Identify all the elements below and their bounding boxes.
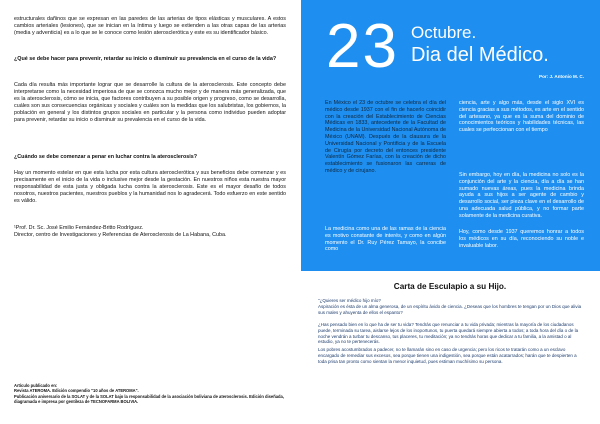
science-paragraph: La medicina como una de las ramas de la ciencia es motivo constante de interés, y como en algún momento el Dr. Ruy Pérez Tamayo, la concibe como: [325, 226, 446, 253]
history-paragraph: En México el 23 de octubre se celebra el día del médico desde 1937 con el fin de hacerlo coincidir con la creación del Establecimiento de Ciencias Médicas en 1833, antecedente de la Facultad de Medicina de la Universidad Nacional Autónoma de México (UNAM). Después de la clausura de la Universidad Nacional y Pontificia y de la Escuela de Cirugía por decreto del entonces presidente Valentín Gómez Farías, con la creación de dicho establecimiento se fusionaron las carreras de médico y de cirujano.: [325, 100, 446, 174]
author-signature: ¹Prof. Dr. Sc. José Emilio Fernández-Britto Rodríguez. Director, centro de Investigaciones y Referencias de Aterosclerosis de La Habana, Cuba.: [14, 225, 227, 238]
author-byline: Por: J. Antonio M. C.: [539, 74, 584, 79]
honor-paragraph: Hoy, como desde 1937 queremos honrar a todos los médicos en su día, reconociendo su noble e invaluable labor.: [459, 229, 584, 249]
art-paragraph: ciencia, arte y algo más, desde el siglo XVI es ciencia gracias a sus métodos, es arte en el sentido del artesano, ya que es la suma del dominio de conocimientos teóricos y habilidades técnicas, las cuales se perfeccionan con el tiempo: [459, 100, 584, 134]
letter-paragraph-1: "¿Quieres ser médico hijo mío?: [318, 298, 381, 303]
letter-paragraph-4: Los pobres acostumbrados a padecer, no te llamarán sino en caso de urgencia; pero los ricos te tratarán como a un esclavo encargado de remediar sus excesos, sea porque tienen una indigestión, sea porque están acatarrados; harán que te despierten a toda prisa tan pronto como sientan la menor inquietud, pues estiman muchísimo su persona.: [318, 347, 577, 364]
headline-title: Dia del Médico.: [411, 44, 549, 66]
paragraph-intro: estructurales dañinos que se expresan en las paredes de las arterias de tipos elásticas y musculares. A estos cambios arteriales (lesiones), que se inician en la íntima y luego se extienden a las otras capas de las arterias (media y adventicia) es a lo que se le conoce como lesión aterosclerótica y este es su identificador básico.: [14, 16, 286, 36]
publication-footer: Artículo publicado en: Revista ATEROMA. Edición compendio "10 años de ATEROMA". Publicación aniversario de la SOLAT y de la SOLAT bajo la responsabilidad de la asociación boliviana de aterosclerosis. Edición diseñada, diagramada e impresa por gentileza de TECNOFARMA BOLIVIA.: [14, 383, 284, 405]
question-heading-when: ¿Cuándo se debe comenzar a penar en luchar contra la aterosclerosis?: [14, 154, 198, 160]
letter-title: Carta de Esculapio a su Hijo.: [393, 282, 507, 291]
paragraph-culture: Cada día resulta más importante lograr que se desarrolle la cultura de la aterosclerosis. Este concepto debe interpretarse como la necesidad imperiosa de que se conozca mucho mejor y de manera más generalizada, que es la aterosclerosis, cómo se inicia, que factores contribuyen a su posible origen y progreso, como se desarrolla, cuáles son sus consecuencias orgánicas y sociales y cuáles son la medidas que los salubristas, los gobiernos, la población en general y los distintos grupos sociales en particular y la persona como individuo pueden adoptar para prevenir, retardar su inicio o disminuir su prevalencia en el curso de la vida.: [14, 82, 286, 123]
right-page: [300, 0, 600, 424]
blue-header-panel: [300, 0, 600, 271]
month-label: Octubre.: [411, 23, 477, 42]
question-heading-prevention: ¿Qué se debe hacer para prevenir, retardar su inicio o disminuir su prevalencia en el curso de la vida?: [14, 56, 277, 62]
letter-paragraph-3: ¿Has pensado bien en lo que ha de ser tu vida? Tendrás que renunciar a tu vida privada; mientras la mayoría de los ciudadanos puede, terminada su tarea, aislarse lejos de los inoportunos, tu puerta quedará siempre abierta a todos; a toda hora del día o de la noche vendrán a turbar tu descanso, tus placeres, tu meditación; ya no tendrás horas que dedicar a tu familia, a la amistad o al estudio, ya no te pertenecerás.: [318, 322, 579, 345]
social-paragraph: Sin embargo, hoy en día, la medicina no solo es la conjunción del arte y la ciencia, día a día se han sumado nuevas áreas, pues la medicina brinda ayuda a sus hijos a ser agente de cambio y desarrollo social, ser pieza clave en el desarrollo de una adecuada salud pública, y no formar parte solamente de la medicina curativa.: [459, 172, 584, 219]
letter-paragraph-2: Aspiración es ésta de un alma generosa, de un espíritu ávido de ciencia. ¿Deseas que los hombres te tengan por un Dios que alivia sus males y ahuyenta de ellos el espanto?: [318, 304, 582, 315]
paragraph-children: Hay un momento estelar en que esta lucha por esta cultura aterosclerótica y sus beneficios debe comenzar y es precisamente en el inicio de la vida o inclusive mejor desde la gestación. En nuestros niños esta nuestra mayor responsabilidad de esta justa y obligada lucha contra la aterosclerosis. Este es el mayor desafío de todos nosotros, nuestros pacientes, nuestros pueblos y la humanidad nos lo agradecerá. Todo esfuerzo en este sentido es válido.: [14, 170, 286, 204]
day-number: 23: [326, 12, 399, 81]
